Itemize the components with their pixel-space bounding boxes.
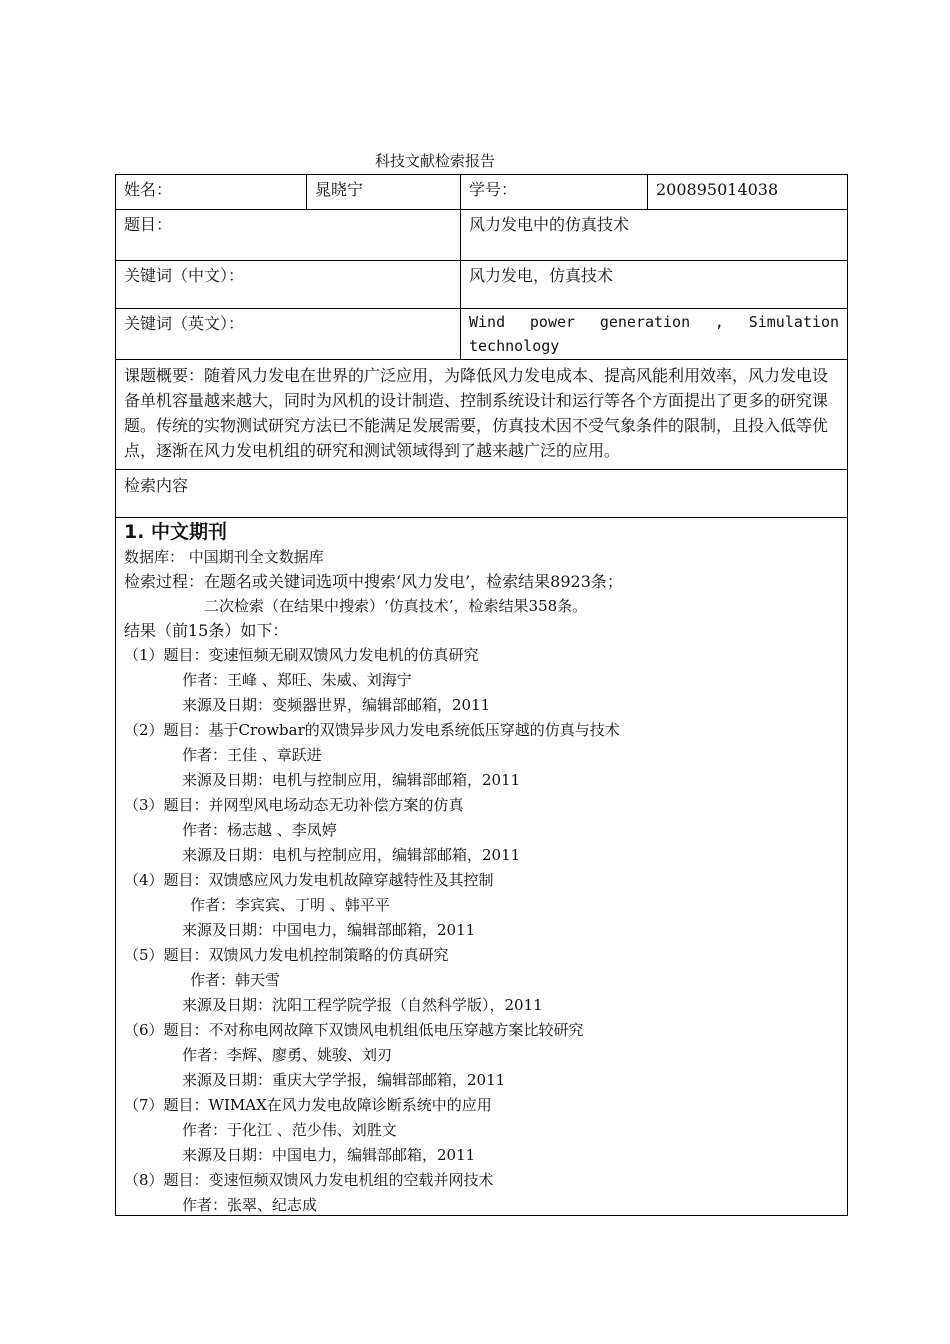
row-name-id (115, 174, 848, 210)
topic-label: 题目： (124, 215, 173, 234)
item-source: 来源及日期：中国电力，编辑部邮箱，2011 (182, 921, 476, 939)
item-author: 作者：杨志越 、李凤婷 (182, 821, 337, 839)
keywords-en-label: 关键词（英文）： (124, 314, 245, 333)
list-item (124, 943, 839, 1018)
row-results (115, 518, 848, 1216)
report-table (115, 174, 848, 1216)
item-source: 来源及日期：重庆大学学报，编辑部邮箱，2011 (182, 1071, 506, 1089)
row-keywords-en (115, 309, 848, 360)
database-line: 数据库： 中国期刊全文数据库 (124, 548, 324, 566)
item-source: 来源及日期：变频器世界，编辑部邮箱，2011 (182, 696, 491, 714)
row-keywords-cn (115, 261, 848, 309)
item-title: （1）题目：变速恒频无刷双馈风力发电机的仿真研究 (124, 646, 479, 664)
name-value: 晁晓宁 (315, 180, 364, 199)
list-item (124, 868, 839, 943)
section-heading: 1. 中文期刊 (124, 521, 228, 543)
topic-value: 风力发电中的仿真技术 (469, 215, 630, 234)
item-title: （5）题目：双馈风力发电机控制策略的仿真研究 (124, 946, 449, 964)
row-summary (115, 360, 848, 470)
item-source: 来源及日期：电机与控制应用，编辑部邮箱，2011 (182, 846, 521, 864)
item-author: 作者：于化江 、范少伟、刘胜文 (182, 1121, 397, 1139)
id-label: 学号： (469, 180, 518, 199)
item-title: （8）题目：变速恒频双馈风力发电机组的空载并网技术 (124, 1171, 494, 1189)
results-body (116, 518, 847, 1214)
item-title: （7）题目：WIMAX在风力发电故障诊断系统中的应用 (124, 1096, 492, 1114)
keywords-cn-label: 关键词（中文）： (124, 266, 245, 285)
list-item (124, 1018, 839, 1093)
list-item (124, 793, 839, 868)
item-author: 作者：李宾宾、丁明 、韩平平 (190, 896, 390, 914)
list-item (124, 643, 839, 718)
item-author: 作者：韩天雪 (190, 971, 281, 989)
item-source: 来源及日期：沈阳工程学院学报（自然科学版），2011 (182, 996, 543, 1014)
result-list (124, 643, 839, 1214)
row-search-heading (115, 470, 848, 518)
summary-text: 课题概要：随着风力发电在世界的广泛应用，为降低风力发电成本、提高风能利用效率，风力发电设备单机容量越来越大，同时为风机的设计制造、控制系统设计和运行等各个方面提出了更多的研究课题。传统的实物测试研究方法已不能满足发展需要，仿真技术因不受气象条件的限制，且投入低等优点，逐渐在风力发电机组的研究和测试领域得到了越来越广泛的应用。 (124, 366, 829, 460)
process-line-2: 二次检索（在结果中搜索）‘仿真技术’，检索结果358条。 (204, 597, 588, 615)
name-label: 姓名： (124, 180, 173, 199)
item-title: （3）题目：并网型风电场动态无功补偿方案的仿真 (124, 796, 464, 814)
keywords-cn-value: 风力发电，仿真技术 (469, 266, 614, 285)
item-source: 来源及日期：电机与控制应用，编辑部邮箱，2011 (182, 771, 521, 789)
id-value: 200895014038 (656, 180, 779, 199)
item-title: （4）题目：双馈感应风力发电机故障穿越特性及其控制 (124, 871, 494, 889)
item-author: 作者：王佳 、章跃进 (182, 746, 322, 764)
item-author: 作者：张翠、纪志成 (182, 1196, 318, 1214)
list-item (124, 1093, 839, 1168)
document-title: 科技文献检索报告 (374, 152, 495, 170)
keywords-en-line2: technology (469, 337, 560, 355)
item-source: 来源及日期：中国电力，编辑部邮箱，2011 (182, 1146, 476, 1164)
item-author: 作者：王峰 、郑旺、朱威、刘海宁 (182, 671, 412, 689)
keywords-en-line1: Wind power generation , Simulation (469, 313, 839, 331)
row-topic (115, 210, 848, 261)
list-item (124, 1168, 839, 1214)
search-heading: 检索内容 (124, 476, 189, 495)
results-label: 结果（前15条）如下： (124, 621, 289, 640)
item-title: （2）题目：基于Crowbar的双馈异步风力发电系统低压穿越的仿真与技术 (124, 721, 620, 739)
process-line-1: 检索过程：在题名或关键词选项中搜索‘风力发电’，检索结果8923条； (124, 572, 623, 591)
item-author: 作者：李辉、廖勇、姚骏、刘刃 (182, 1046, 393, 1064)
keywords-en-value (461, 309, 847, 359)
item-title: （6）题目：不对称电网故障下双馈风电机组低电压穿越方案比较研究 (124, 1021, 584, 1039)
list-item (124, 718, 839, 793)
